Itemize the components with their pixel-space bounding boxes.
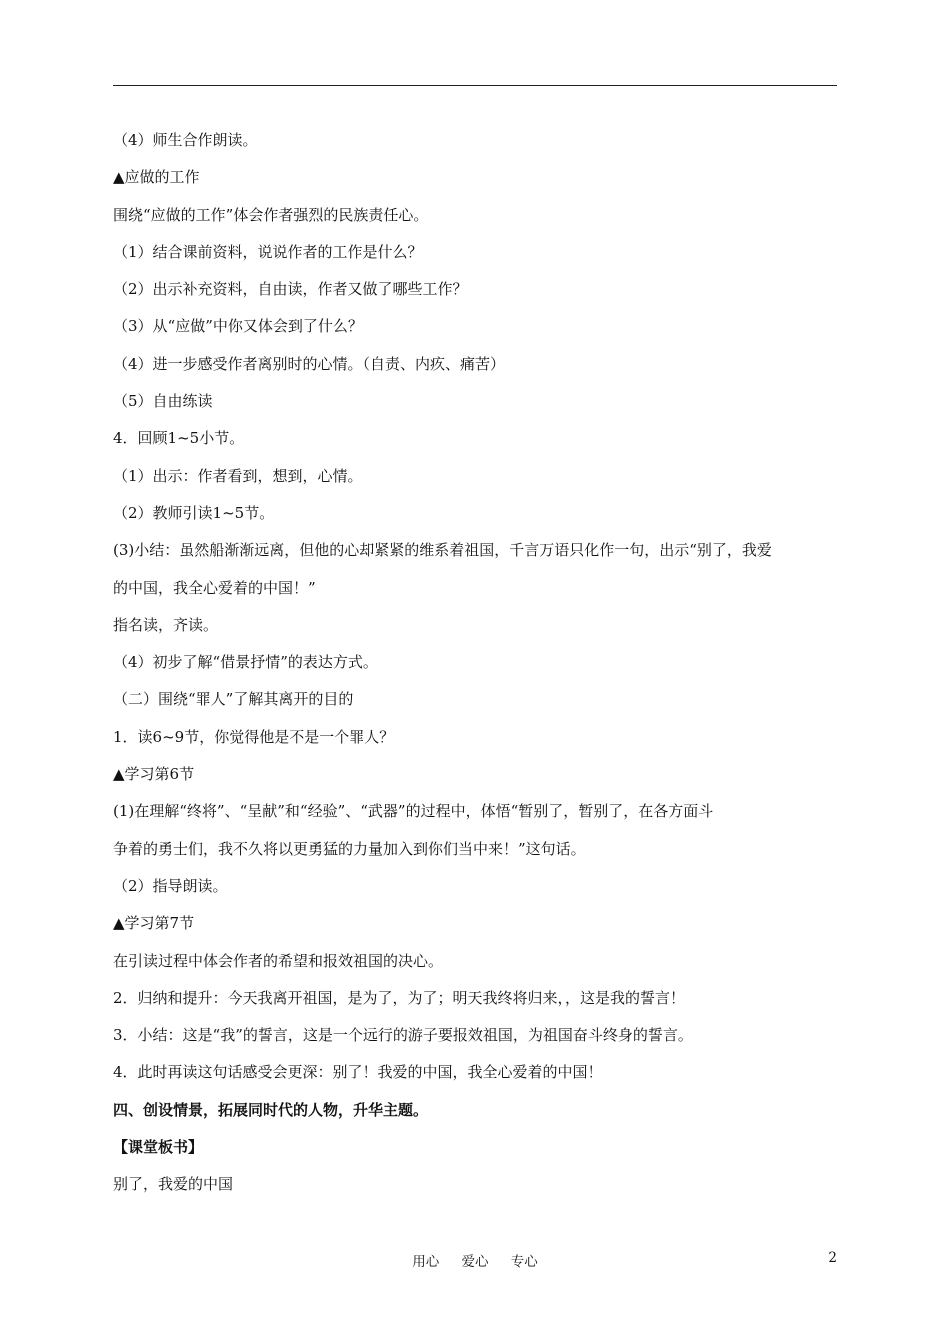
- paragraph-line: （4）进一步感受作者离别时的心情。（自责、内疚、痛苦）: [113, 354, 506, 373]
- paragraph-line: （5）自由练读: [113, 392, 213, 411]
- paragraph-line: （2）出示补充资料，自由读，作者又做了哪些工作？: [113, 280, 468, 299]
- document-body: [113, 122, 837, 1204]
- section-heading: 【课堂板书】: [113, 1138, 204, 1157]
- paragraph-line: 2．归纳和提升：今天我离开祖国，是为了，为了；明天我终将归来，，这是我的誓言！: [113, 988, 686, 1007]
- paragraph-line: 的中国，我全心爱着的中国！”: [113, 578, 316, 597]
- paragraph-line: （二）围绕“罪人”了解其离开的目的: [113, 690, 354, 709]
- paragraph-line: （1）结合课前资料，说说作者的工作是什么？: [113, 242, 423, 261]
- paragraph-line: 4．此时再读这句话感受会更深：别了！我爱的中国，我全心爱着的中国！: [113, 1063, 603, 1082]
- header-rule: [113, 85, 837, 86]
- paragraph-line: 1．读6~9节，你觉得他是不是一个罪人？: [113, 727, 395, 746]
- paragraph-line: （3）从“应做”中你又体会到了什么？: [113, 317, 363, 336]
- paragraph-line: 在引读过程中体会作者的希望和报效祖国的决心。: [113, 951, 444, 970]
- paragraph-line: (3)小结：虽然船渐渐远离，但他的心却紧紧的维系着祖国，千言万语只化作一句，出示“别了，我爱: [113, 541, 772, 560]
- paragraph-line: 围绕“应做的工作”体会作者强烈的民族责任心。: [113, 205, 429, 224]
- paragraph-line: （4）初步了解“借景抒情”的表达方式。: [113, 653, 378, 672]
- paragraph-line: 别了，我爱的中国: [113, 1175, 234, 1194]
- paragraph-line: （2）指导朗读。: [113, 876, 228, 895]
- footer-motto: 用心 爱心 专心: [412, 1254, 538, 1270]
- paragraph-line: 3．小结：这是“我”的誓言，这是一个远行的游子要报效祖国，为祖国奋斗终身的誓言。: [113, 1026, 693, 1045]
- paragraph-line: 4．回顾1~5小节。: [113, 429, 245, 448]
- paragraph-line: (1)在理解“终将”、“呈献”和“经验”、“武器”的过程中，体悟“暂别了，暂别了，在各方面斗: [113, 802, 714, 821]
- paragraph-line: 争着的勇士们，我不久将以更勇猛的力量加入到你们当中来！”这句话。: [113, 839, 586, 858]
- page-number: 2: [828, 1250, 837, 1266]
- paragraph-line: （2）教师引读1~5节。: [113, 503, 275, 522]
- paragraph-line: （4）师生合作朗读。: [113, 131, 258, 149]
- paragraph-line: ▲应做的工作: [113, 168, 200, 187]
- paragraph-line: ▲学习第6节: [113, 765, 195, 784]
- paragraph-line: 指名读，齐读。: [113, 615, 219, 634]
- paragraph-line: ▲学习第7节: [113, 914, 195, 933]
- paragraph-line: （1）出示：作者看到，想到，心情。: [113, 466, 363, 485]
- section-heading: 四、创设情景，拓展同时代的人物，升华主题。: [113, 1100, 429, 1119]
